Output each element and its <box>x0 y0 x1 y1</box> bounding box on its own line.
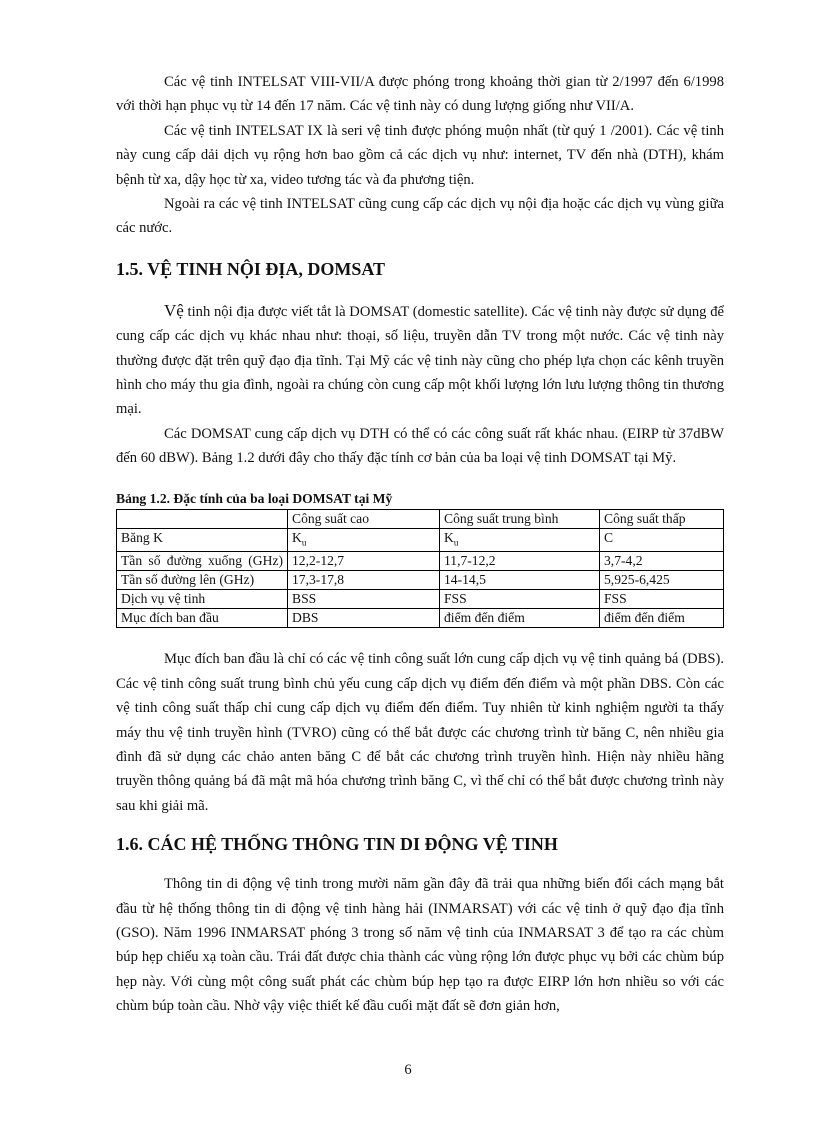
paragraph-intelsat-regional: Ngoài ra các vệ tinh INTELSAT cũng cung cấp các dịch vụ nội địa hoặc các dịch vụ vùng giữa các nước. <box>116 196 724 237</box>
table-cell: BSS <box>288 590 440 609</box>
table-header-cell: Công suất thấp <box>600 509 724 528</box>
page-number: 6 <box>404 1062 412 1078</box>
band-main: K <box>444 529 454 545</box>
paragraph-domsat-intro <box>116 299 724 422</box>
table-cell: FSS <box>440 590 600 609</box>
table-cell: C <box>600 528 724 552</box>
table-row <box>117 609 724 628</box>
table-cell: 17,3-17,8 <box>288 571 440 590</box>
table-cell: 12,2-12,7 <box>288 552 440 571</box>
table-cell: 3,7-4,2 <box>600 552 724 571</box>
paragraph-intelsat-viii: Các vệ tinh INTELSAT VIII-VII/A được phóng trong khoảng thời gian từ 2/1997 đến 6/1998 với thời hạn phục vụ từ 14 đến 17 năm. Các vệ tinh này có dung lượng giống như VII/A. <box>116 74 724 115</box>
table-cell: điểm đến điểm <box>600 609 724 628</box>
domsat-table <box>116 509 724 629</box>
table-cell: điểm đến điểm <box>440 609 600 628</box>
table-row-label: Mục đích ban đầu <box>117 609 288 628</box>
table-cell: 5,925-6,425 <box>600 571 724 590</box>
table-header-row <box>117 509 724 528</box>
table-header-cell: Công suất cao <box>288 509 440 528</box>
table-row <box>117 552 724 571</box>
paragraph-mobile-satellite: Thông tin di động vệ tinh trong mười năm gần đây đã trải qua những biến đổi cách mạng bắt đầu từ hệ thống thông tin di động vệ tinh hàng hải (INMARSAT) với các vệ tinh ở quỹ đạo địa tĩnh (GSO). Năm 1996 INMARSAT phóng 3 trong số năm vệ tinh của INMARSAT 3 để tạo ra các chùm búp hẹp chiếu xạ toàn cầu. Trái đất được chia thành các vùng rộng lớn được phục vụ bởi các chùm búp hẹp này. Với cùng một công suất phát các chùm búp hẹp tạo ra được EIRP lớn hơn nhiều so với các chùm búp toàn cầu. Nhờ vậy việc thiết kế đầu cuối mặt đất sẽ đơn giản hơn, <box>116 876 724 1015</box>
table-row <box>117 571 724 590</box>
table-row-label: Tần số đường lên (GHz) <box>117 571 288 590</box>
table-header-cell: Công suất trung bình <box>440 509 600 528</box>
table-header-cell <box>117 509 288 528</box>
table-cell <box>440 528 600 552</box>
paragraph-domsat-power: Các DOMSAT cung cấp dịch vụ DTH có thể có các công suất rất khác nhau. (EIRP từ 37dBW đến 60 dBW). Bảng 1.2 dưới đây cho thấy đặc tính cơ bản của ba loại vệ tinh DOMSAT tại Mỹ. <box>116 425 724 467</box>
table-cell: 11,7-12,2 <box>440 552 600 571</box>
table-row <box>117 590 724 609</box>
section-heading-1-5: 1.5. VỆ TINH NỘI ĐỊA, DOMSAT <box>116 258 386 279</box>
table-cell: DBS <box>288 609 440 628</box>
band-subscript: u <box>301 537 307 548</box>
table-caption: Bảng 1.2. Đặc tính của ba loại DOMSAT tại Mỹ <box>116 490 393 506</box>
table-row-label: Tần số đường xuống (GHz) <box>117 552 288 571</box>
domsat-first-word: Vệ <box>164 300 184 320</box>
table-row-label: Dịch vụ vệ tinh <box>117 590 288 609</box>
paragraph-intelsat-ix: Các vệ tinh INTELSAT IX là seri vệ tinh được phóng muộn nhất (từ quý 1 /2001). Các vệ tinh này cung cấp dải dịch vụ rộng hơn bao gồm cả các dịch vụ như: internet, TV đến nhà (DTH), khám bệnh từ xa, dậy học từ xa, video tương tác và đa phương tiện. <box>116 122 724 188</box>
table-row <box>117 528 724 552</box>
band-main: K <box>292 529 302 545</box>
table-row-label: Băng K <box>117 528 288 552</box>
page-body <box>116 70 724 1019</box>
band-subscript: u <box>453 537 459 548</box>
domsat-intro-rest: tinh nội địa được viết tắt là DOMSAT (domestic satellite). Các vệ tinh này được sử dụng để cung cấp các dịch vụ khác nhau như: thoại, số liệu, truyền dẫn TV trong một nước. Các vệ tinh này thường được đặt trên quỹ đạo địa tĩnh. Tại Mỹ các vệ tinh này cũng cho phép lựa chọn các kênh truyền hình cho máy thu gia đình, ngoài ra chúng còn cung cấp một khối lượng lớn lưu lượng thông tin thương mại. <box>116 303 724 418</box>
table-cell <box>288 528 440 552</box>
section-heading-1-6: 1.6. CÁC HỆ THỐNG THÔNG TIN DI ĐỘNG VỆ TINH <box>116 834 558 855</box>
paragraph-table-commentary: Mục đích ban đầu là chỉ có các vệ tinh công suất lớn cung cấp dịch vụ vệ tinh quảng bá (DBS). Các vệ tinh công suất trung bình chủ yếu cung cấp dịch vụ điểm đến điểm và một phần DBS. Còn các vệ tinh công suất thấp chỉ cung cấp dịch vụ điểm đến điểm. Tuy nhiên từ kinh nghiệm người ta thấy máy thu vệ tinh truyền hình (TVRO) cũng có thể bắt được các chương trình từ băng C, nên nhiều gia đình đã sử dụng các chảo anten băng C để bắt các chương trình truyền hình. Hiện này nhiều hãng truyền thông quảng bá đã mật mã hóa chương trình băng C, vì thế chỉ có thể bắt được chương trình này sau khi giải mã. <box>116 651 724 814</box>
table-cell: 14-14,5 <box>440 571 600 590</box>
table-cell: FSS <box>600 590 724 609</box>
